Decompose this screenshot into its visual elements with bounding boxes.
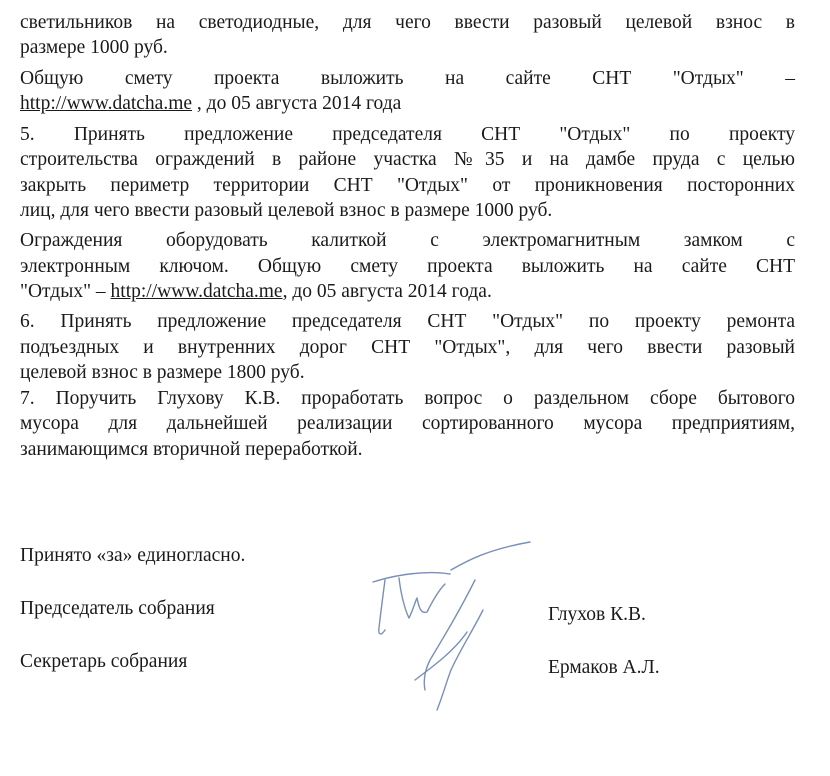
signature-stroke: [415, 632, 467, 680]
text-line: мусора для дальнейшей реализации сортированного мусора предприятиям,: [20, 413, 795, 434]
handwritten-signature: [355, 540, 545, 720]
chair-label: Председатель собрания: [20, 598, 215, 619]
text-line: закрыть периметр территории СНТ "Отдых" от проникновения посторонних: [20, 175, 795, 196]
text-line: [20, 93, 795, 115]
vote-result: Принято «за» единогласно.: [20, 545, 246, 566]
text-fragment: "Отдых" –: [20, 281, 111, 302]
signature-stroke: [437, 610, 483, 710]
text-line: подъездных и внутренних дорог СНТ "Отдых", для чего ввести разовый: [20, 337, 795, 358]
website-link[interactable]: http://www.datcha.me: [110, 281, 283, 302]
text-line: [20, 281, 795, 303]
text-line: светильников на светодиодные, для чего ввести разовый целевой взнос в: [20, 12, 795, 33]
text-line: электронным ключом. Общую смету проекта выложить на сайте СНТ: [20, 256, 795, 277]
secretary-label: Секретарь собрания: [20, 651, 188, 672]
signature-stroke: [451, 542, 530, 570]
text-line: размере 1000 руб.: [20, 37, 168, 58]
text-line: 7. Поручить Глухову К.В. проработать вопрос о раздельном сборе бытового: [20, 388, 795, 409]
text-line: занимающимся вторичной переработкой.: [20, 439, 363, 460]
signature-stroke: [399, 578, 445, 618]
text-line: целевой взнос в размере 1800 руб.: [20, 362, 305, 383]
website-link[interactable]: http://www.datcha.me: [20, 93, 193, 114]
text-fragment: , до 05 августа 2014 года: [192, 93, 402, 114]
text-fragment: , до 05 августа 2014 года.: [282, 281, 492, 302]
text-line: строительства ограждений в районе участка №35 и на дамбе пруда с целью: [20, 149, 795, 170]
text-line: Общую смету проекта выложить на сайте СНТ "Отдых" –: [20, 68, 795, 89]
text-line: лиц, для чего ввести разовый целевой взнос в размере 1000 руб.: [20, 200, 553, 221]
text-line: 5. Принять предложение председателя СНТ "Отдых" по проекту: [20, 124, 795, 145]
text-line: 6. Принять предложение председателя СНТ "Отдых" по проекту ремонта: [20, 311, 795, 332]
secretary-name: Ермаков А.Л.: [548, 657, 660, 678]
chair-name: Глухов К.В.: [548, 604, 646, 625]
signature-stroke: [379, 580, 385, 634]
text-line: Ограждения оборудовать калиткой с электромагнитным замком с: [20, 230, 795, 251]
